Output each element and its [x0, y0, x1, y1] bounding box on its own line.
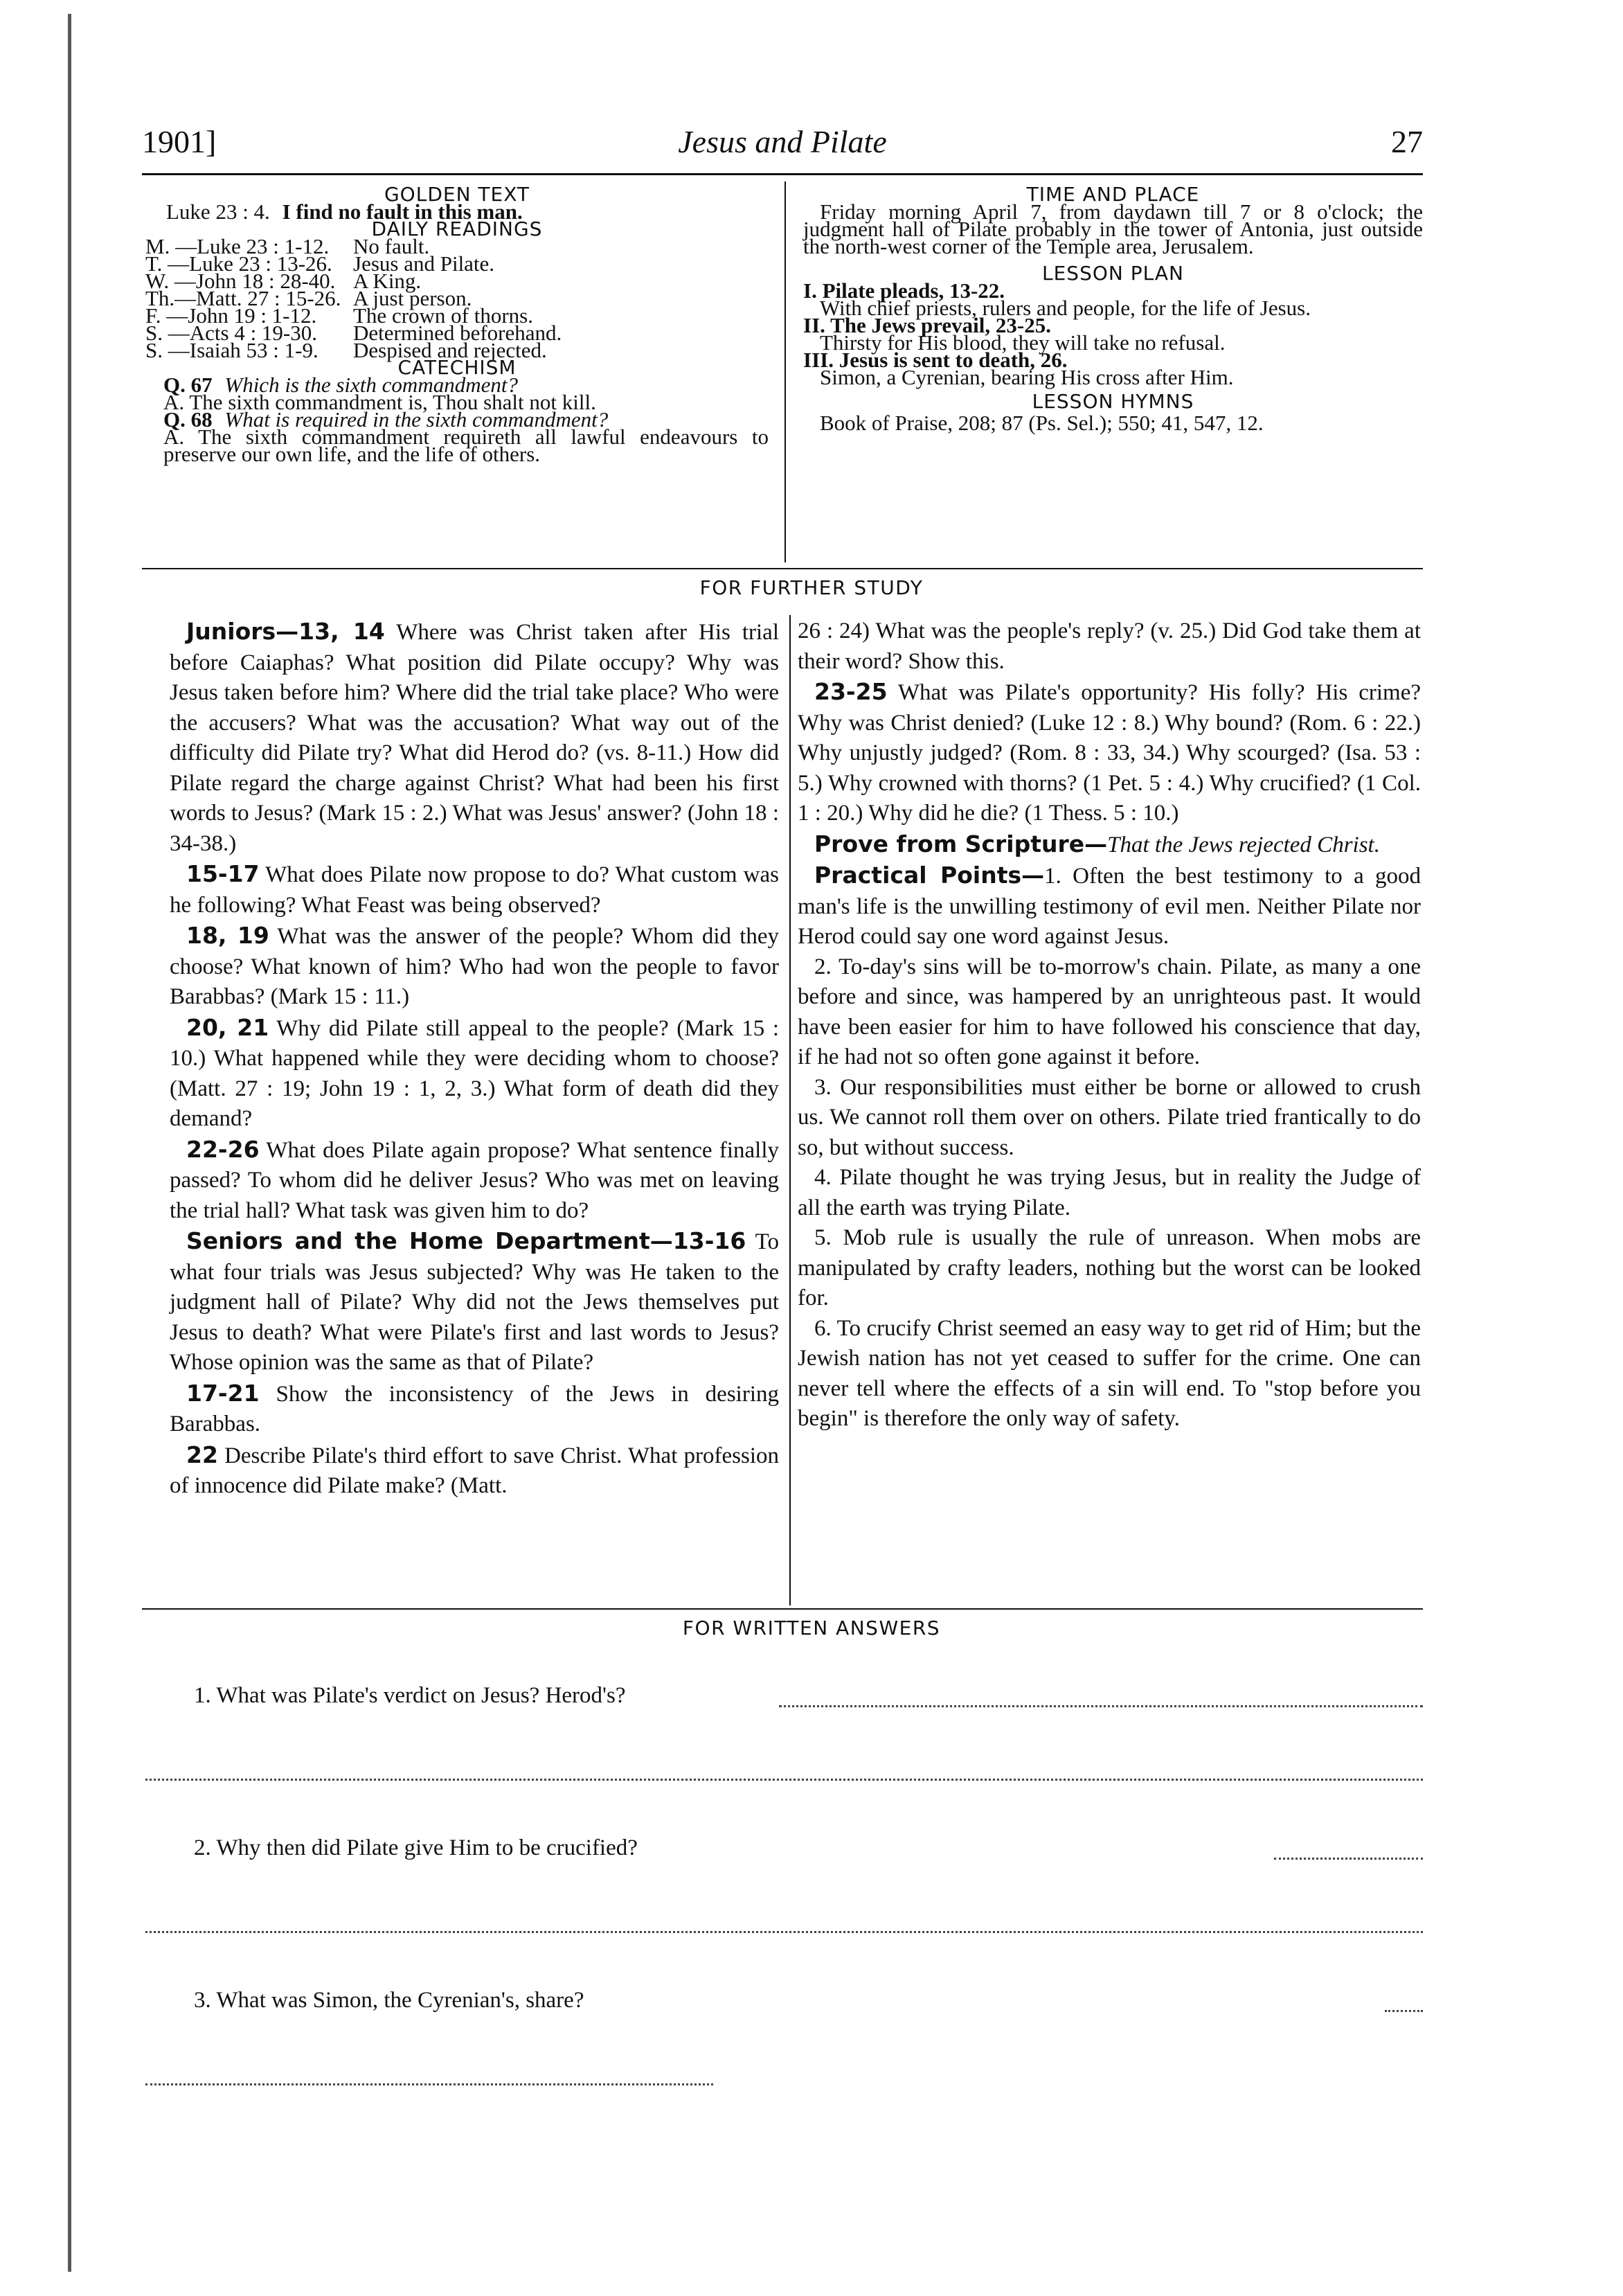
written-answers-heading: FOR WRITTEN ANSWERS [682, 1617, 941, 1639]
lead-23-25: 23-25 [814, 678, 888, 705]
q68-label: Q. 68 [163, 407, 213, 431]
golden-text-ref: Luke 23 : 4. [166, 199, 270, 224]
daily-reading-title: Jesus and Pilate. [353, 251, 495, 276]
seniors-text: To what four trials was Jesus subjected? Why was He taken to the judgment hall of Pilate? Why did not the Jews themselves put Jesus to death? What were Pilate's first and last words to Jesus? Whose opinion was the same as that of Pilate? [170, 1229, 779, 1375]
answer-line-3b[interactable] [145, 2083, 713, 2085]
text-23-25: What was Pilate's opportunity? His folly? His crime? Why was Christ denied? (Luke 12 : 8.) Why bound? (Rom. 6 : 22.) Why unjustly judged? (Rom. 8 : 33, 34.) Why scourged? (Isa. 53 : 5.) Why crowned with thorns? (1 Pet. 5 : 4.) Why crucified? (1 Col. 1 : 20.) Why did he die? (1 Thess. 5 : 10.) [798, 680, 1421, 826]
written-answers-rule [142, 1608, 1423, 1610]
text-20-21: Why did Pilate still appeal to the people? (Mark 15 : 10.) What happened while they were deciding whom to choose? (Matt. 27 : 19; John 19 : 1, 2, 3.) What form of death did they demand? [170, 1015, 780, 1131]
lesson-plan-heading: LESSON PLAN [1042, 262, 1184, 285]
lesson-plan-ii-head: II. The Jews prevail, 23-25. [803, 313, 1051, 337]
practical-point-1-text: 1. Often the best testimony to a good man's life is the unwilling testimony of evil men. Neither Pilate nor Herod could say one word against Jesus. [798, 864, 1422, 949]
para-17-21 [170, 1378, 779, 1440]
header-year: 1901] [142, 124, 217, 159]
lesson-hymns-text: Book of Praise, 208; 87 (Ps. Sel.); 550; 41, 547, 12. [820, 411, 1264, 435]
text-15-17: What does Pilate now propose to do? What custom was he following? What Feast was being observed? [170, 862, 780, 918]
daily-reading-title: The crown of thorns. [353, 303, 533, 328]
text-22-26: What does Pilate again propose? What sentence finally passed? To whom did he deliver Jesus? Who was met on leaving the trial hall? What task was given him to do? [170, 1137, 779, 1223]
lead-17-21: 17-21 [186, 1379, 260, 1407]
daily-reading-ref: F. —John 19 : 1-12. [145, 303, 317, 328]
practical-point-4: 4. Pilate thought he was trying Jesus, but in reality the Judge of all the earth was trying Pilate. [798, 1165, 1421, 1220]
q67-label: Q. 67 [163, 373, 213, 397]
study-column-divider [789, 615, 791, 1605]
daily-reading-ref: T. —Luke 23 : 13-26. [145, 251, 332, 276]
daily-reading-ref: Th.—Matt. 27 : 15-26. [145, 286, 341, 310]
para-23-25 [798, 677, 1421, 829]
practical-point-5: 5. Mob rule is usually the rule of unreason. When mobs are manipulated by crafty leaders, nothing but the worst can be looked for. [798, 1225, 1421, 1310]
lesson-hymns-heading: LESSON HYMNS [1032, 390, 1194, 413]
lead-22-26: 22-26 [186, 1135, 260, 1163]
written-question-2: 2. Why then did Pilate give Him to be crucified? [194, 1835, 638, 1860]
further-study-right-column [798, 616, 1421, 1434]
header-rule [142, 173, 1423, 175]
prove-text: That the Jews rejected Christ. [1107, 832, 1380, 857]
further-study-left-column [170, 616, 779, 1502]
para-20-21 [170, 1013, 779, 1134]
q68-text: What is required in the sixth commandment? [224, 407, 609, 431]
seniors-lead: Seniors and the Home Department—13-16 [186, 1227, 746, 1254]
practical-points-lead: Practical Points— [814, 862, 1045, 889]
prove-paragraph [798, 829, 1421, 861]
text-18-19: What was the answer of the people? Whom did they choose? What known of him? Who had won the people to favor Barabbas? (Mark 15 : 11.) [170, 924, 780, 1009]
para-22-continued: 26 : 24) What was the people's reply? (v. 25.) Did God take them at their word? Show this. [798, 619, 1421, 674]
daily-reading-ref: S. —Isaiah 53 : 1-9. [145, 338, 319, 362]
catechism-a67: A. The sixth commandment is, Thou shalt not kill. [163, 390, 596, 414]
page-binding-edge [68, 14, 71, 2272]
daily-reading-title: A just person. [353, 286, 472, 310]
para-22-26 [170, 1134, 779, 1227]
time-place-text: Friday morning April 7, from daydawn till 7 or 8 o'clock; the judgment hall of Pilate probably in the tower of Antonia, just outside the north-west corner of the Temple area, Jerusalem. [803, 199, 1423, 258]
juniors-paragraph [170, 616, 779, 859]
answer-line-3a[interactable] [1385, 2010, 1423, 2012]
practical-point-3: 3. Our responsibilities must either be borne or allowed to crush us. We cannot roll them over on others. Pilate tried frantically to do so, but without success. [798, 1074, 1421, 1160]
daily-readings-list [145, 234, 769, 362]
catechism-heading: CATECHISM [397, 356, 517, 379]
golden-text-block [145, 183, 769, 466]
text-17-21: Show the inconsistency of the Jews in desiring Barabbas. [170, 1381, 779, 1436]
para-18-19 [170, 920, 779, 1013]
header-title: Jesus and Pilate [678, 124, 887, 159]
time-place-heading: TIME AND PLACE [1026, 183, 1200, 206]
practical-point-1 [798, 860, 1421, 952]
daily-reading-title: A King. [353, 269, 422, 293]
daily-reading-ref: W. —John 18 : 28-40. [145, 269, 336, 293]
lead-22: 22 [186, 1441, 218, 1468]
golden-text-quote: I find no fault in this man. [282, 199, 523, 224]
prove-lead: Prove from Scripture— [814, 830, 1108, 857]
lead-20-21: 20, 21 [186, 1013, 269, 1041]
daily-reading-ref: S. —Acts 4 : 19-30. [145, 321, 317, 345]
written-question-3: 3. What was Simon, the Cyrenian's, share? [194, 1988, 584, 2013]
lesson-plan-i-head: I. Pilate pleads, 13-22. [803, 278, 1005, 303]
top-column-divider [784, 181, 786, 562]
written-question-1: 1. What was Pilate's verdict on Jesus? Herod's? [194, 1683, 626, 1708]
daily-reading-title: No fault. [353, 234, 430, 258]
page-number: 27 [1391, 124, 1423, 159]
answer-line-2b[interactable] [145, 1931, 1423, 1933]
para-15-17 [170, 859, 779, 920]
answer-line-1a[interactable] [779, 1705, 1423, 1707]
section-rule [142, 568, 1423, 569]
catechism-a68: A. The sixth commandment requireth all lawful endeavours to preserve our own life, and the life of others. [163, 425, 769, 466]
further-study-heading: FOR FURTHER STUDY [699, 576, 924, 599]
lesson-plan-ii-text: Thirsty for His blood, they will take no refusal. [820, 330, 1226, 355]
q67-text: Which is the sixth commandment? [224, 373, 518, 397]
daily-reading-title: Despised and rejected. [353, 338, 547, 362]
running-header [142, 123, 1423, 165]
time-place-block [803, 183, 1423, 435]
answer-line-2a[interactable] [1274, 1858, 1423, 1860]
lesson-plan-iii-head: III. Jesus is sent to death, 26. [803, 348, 1068, 372]
practical-point-2: 2. To-day's sins will be to-morrow's chain. Pilate, as many a one before and since, was hampered by an unrighteous past. It would have been easier for him to have followed his conscience that day, if he had not so often gone against it before. [798, 954, 1421, 1069]
golden-text-heading: GOLDEN TEXT [384, 183, 530, 206]
juniors-text: Where was Christ taken after His trial before Caiaphas? What position did Pilate occupy? Why was Jesus taken before him? Where did the trial take place? Who were the accusers? What was the accusation? What way out of the difficulty did Pilate try? What did Herod do? (vs. 8-11.) How did Pilate regard the charge against Christ? What had been his first words to Jesus? (Mark 15 : 2.) What was Jesus' answer? (John 18 : 34-38.) [170, 620, 779, 856]
seniors-paragraph [170, 1226, 779, 1378]
juniors-lead: Juniors—13, 14 [186, 618, 385, 645]
lead-15-17: 15-17 [186, 860, 260, 887]
lesson-plan-iii-text: Simon, a Cyrenian, bearing His cross after Him. [820, 365, 1234, 389]
text-22: Describe Pilate's third effort to save Christ. What profession of innocence did Pilate make? (Matt. [170, 1443, 779, 1498]
practical-point-6: 6. To crucify Christ seemed an easy way to get rid of Him; but the Jewish nation has not yet ceased to suffer for the crime. One can never tell where the effects of a sin will end. To "stop before you begin" is therefore the only way of safety. [798, 1315, 1421, 1431]
daily-reading-title: Determined beforehand. [353, 321, 562, 345]
daily-reading-ref: M. —Luke 23 : 1-12. [145, 234, 330, 258]
lesson-plan-i-text: With chief priests, rulers and people, for the life of Jesus. [820, 296, 1311, 320]
answer-line-1b[interactable] [145, 1779, 1423, 1781]
para-22 [170, 1440, 779, 1502]
lead-18-19: 18, 19 [186, 922, 269, 949]
daily-readings-heading: DAILY READINGS [371, 217, 543, 240]
